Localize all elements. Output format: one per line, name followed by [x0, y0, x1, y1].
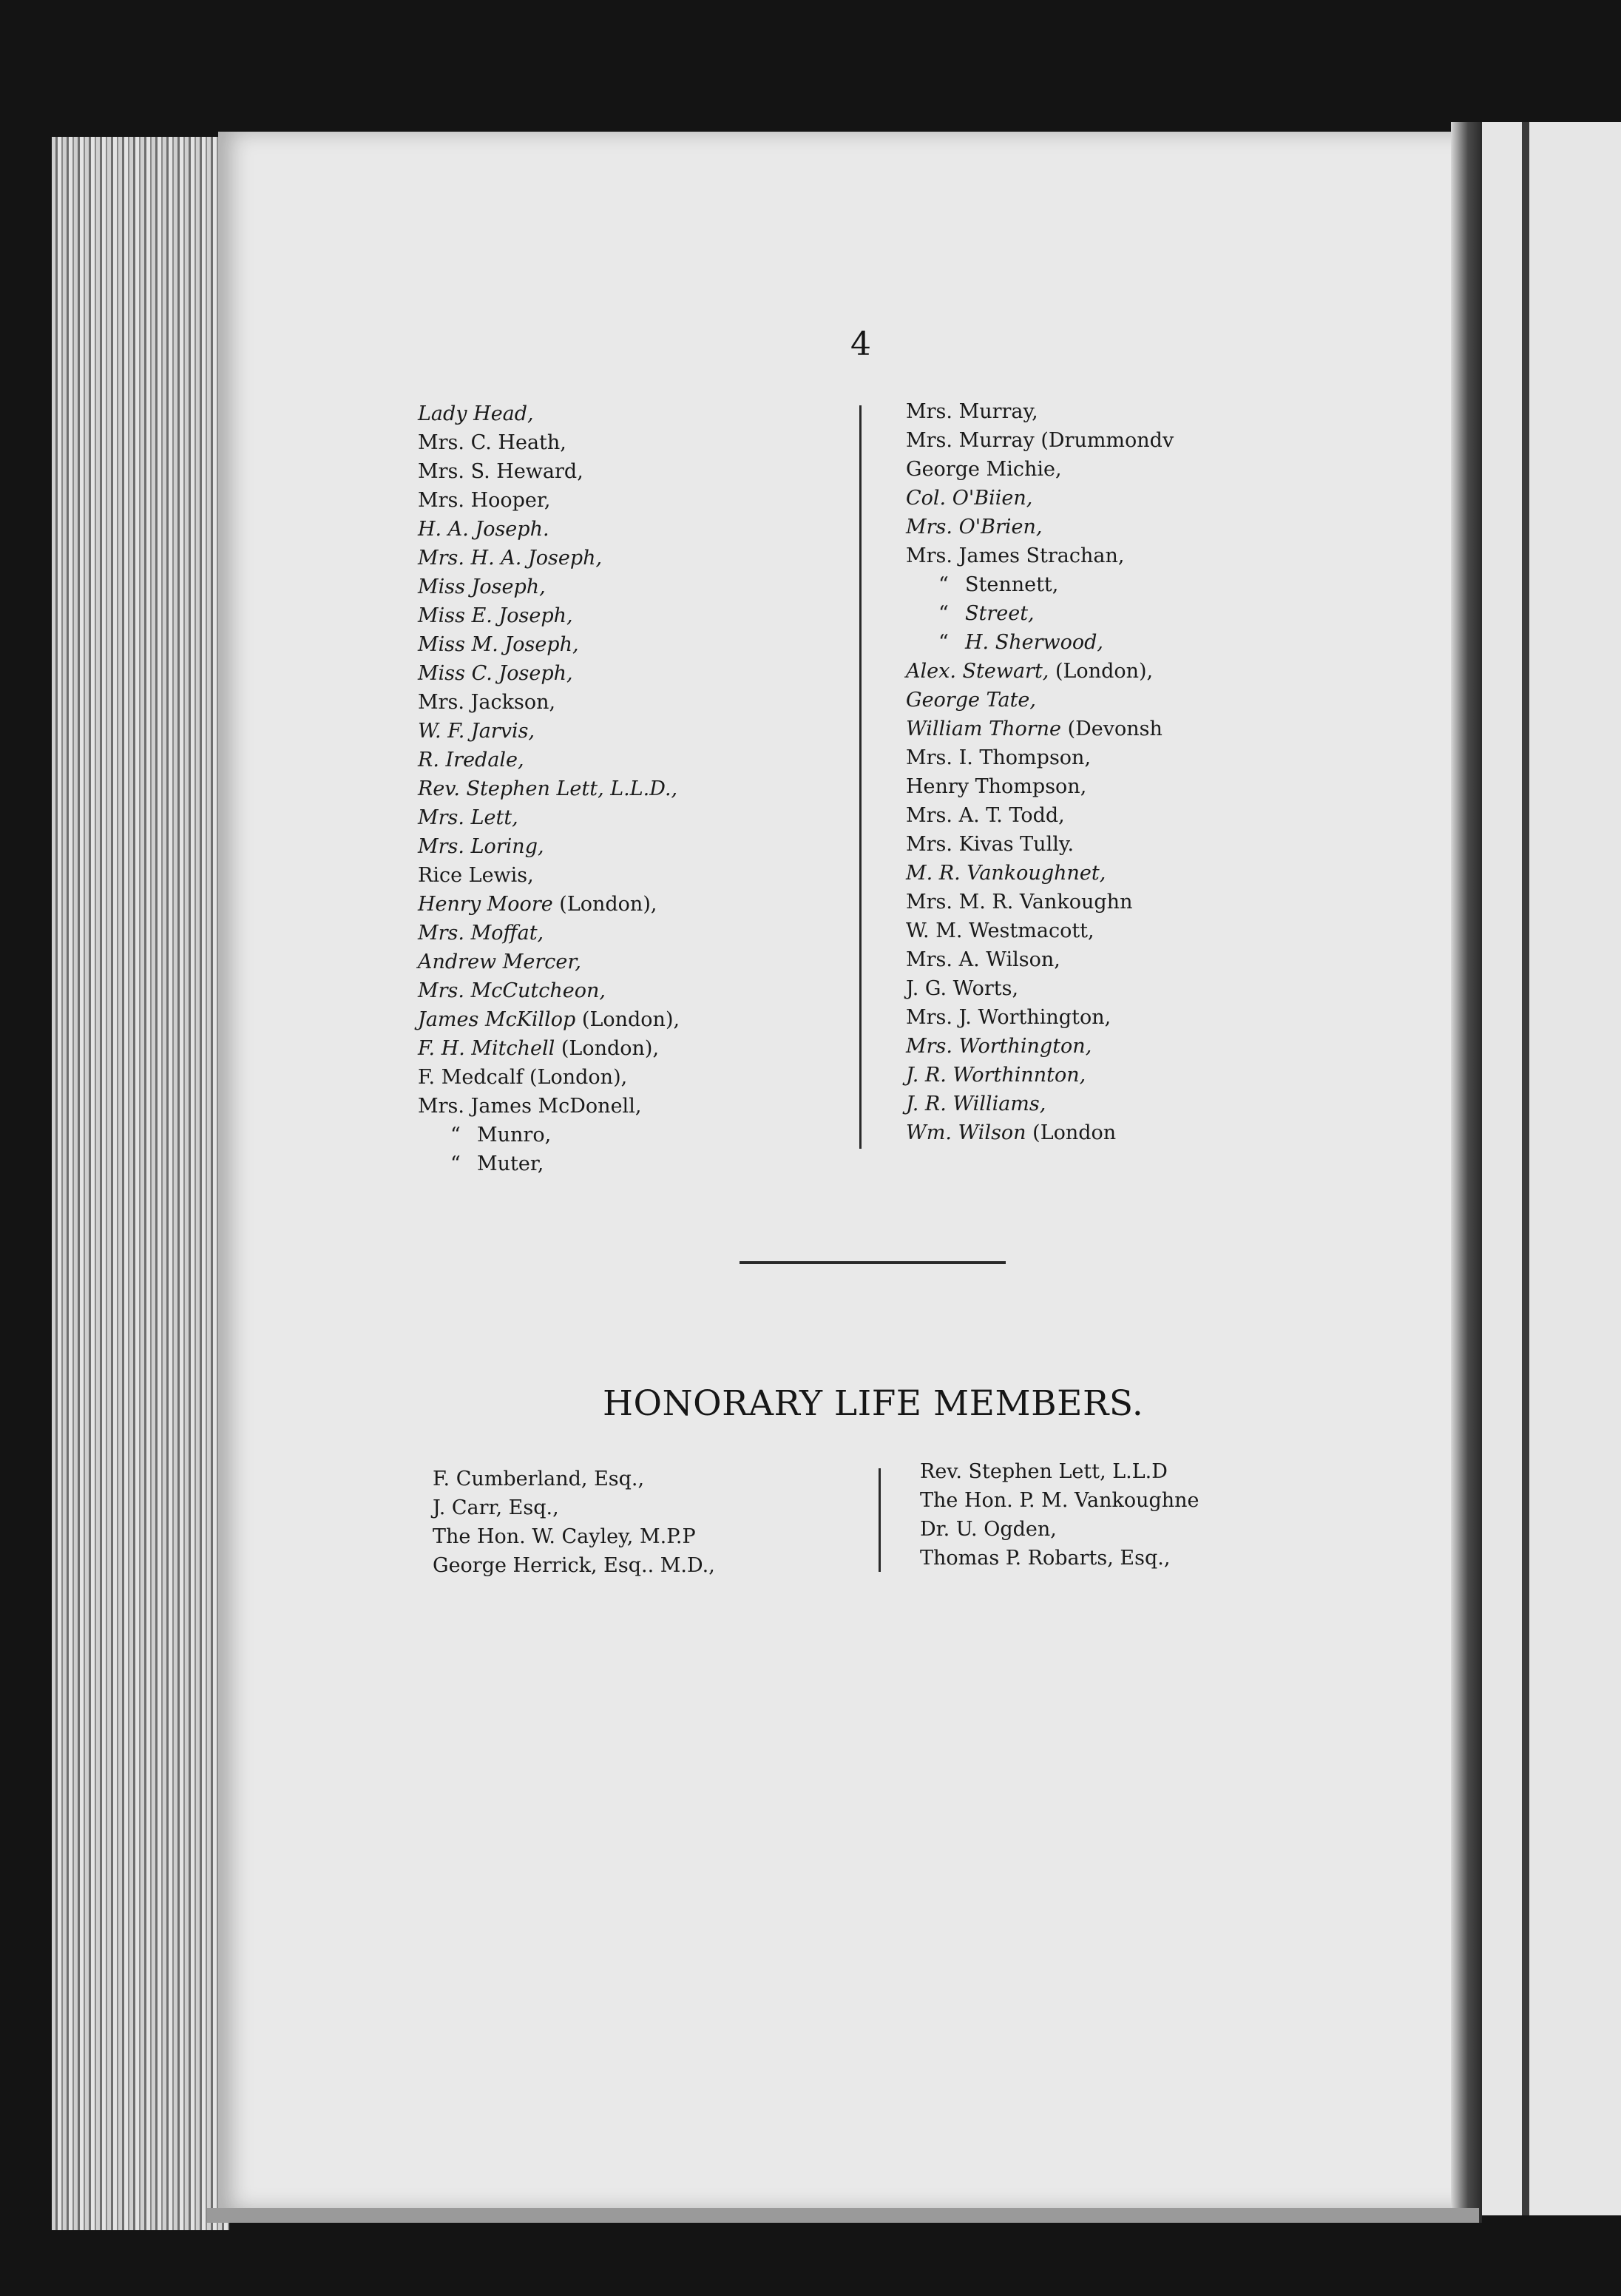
- member-location: (London),: [555, 1037, 660, 1060]
- honorary-member: Dr. U. Ogden,: [920, 1518, 1057, 1541]
- member-entry: [418, 1149, 680, 1178]
- member-entry: Andrew Mercer,: [418, 951, 581, 973]
- member-name: Wm. Wilson: [906, 1121, 1026, 1144]
- member-name: F. H. Mitchell: [418, 1037, 555, 1060]
- member-name: H. Sherwood,: [965, 631, 1103, 654]
- page-bottom-edge: [207, 2208, 1479, 2223]
- honorary-member: Rev. Stephen Lett, L.L.D: [920, 1460, 1168, 1483]
- member-entry: Mrs. Hooper,: [418, 489, 551, 512]
- member-entry: [906, 715, 1174, 743]
- member-entry: Rev. Stephen Lett, L.L.D.,: [418, 777, 678, 800]
- member-entry: [418, 1121, 680, 1149]
- member-name: Henry Moore: [418, 893, 553, 916]
- member-name: Street,: [965, 602, 1035, 625]
- member-entry: F. Medcalf (London),: [418, 1066, 628, 1089]
- column-divider: [859, 405, 862, 1149]
- member-entry: J. G. Worts,: [906, 977, 1019, 1000]
- member-entry: Mrs. Jackson,: [418, 691, 556, 714]
- ditto-mark: “: [938, 602, 949, 625]
- member-entry: Mrs. Worthington,: [906, 1035, 1092, 1058]
- honorary-member: The Hon. W. Cayley, M.P.P: [433, 1525, 696, 1548]
- book-gutter: [1451, 122, 1482, 2223]
- member-name: James McKillop: [418, 1008, 576, 1031]
- member-entry: Henry Thompson,: [906, 775, 1087, 798]
- member-entry: R. Iredale,: [418, 749, 524, 771]
- member-entry: Mrs. H. A. Joseph,: [418, 547, 603, 570]
- member-entry: Mrs. McCutcheon,: [418, 979, 606, 1002]
- member-entry: [906, 570, 1174, 599]
- facing-page-fold: [1522, 122, 1529, 2215]
- member-entry: Mrs. Moffat,: [418, 922, 544, 945]
- member-entry: W. F. Jarvis,: [418, 720, 535, 743]
- ditto-mark: “: [938, 631, 949, 654]
- member-entry: [906, 628, 1174, 657]
- member-entry: Mrs. Lett,: [418, 806, 518, 829]
- member-entry: [906, 1118, 1174, 1147]
- page-number: 4: [850, 325, 871, 363]
- member-entry: M. R. Vankoughnet,: [906, 862, 1106, 885]
- member-entry: Mrs. C. Heath,: [418, 431, 566, 454]
- members-list-right: [906, 397, 1174, 1147]
- member-entry: [418, 1034, 680, 1063]
- honorary-member: Thomas P. Robarts, Esq.,: [920, 1547, 1171, 1570]
- book-page-edges: [52, 137, 229, 2230]
- member-entry: [906, 657, 1174, 686]
- section-rule: [740, 1261, 1006, 1264]
- member-entry: Miss C. Joseph,: [418, 662, 573, 685]
- member-entry: Mrs. S. Heward,: [418, 460, 583, 483]
- honorary-column-divider: [879, 1468, 881, 1572]
- member-entry: Mrs. O'Brien,: [906, 516, 1043, 538]
- member-entry: [906, 599, 1174, 628]
- member-entry: George Tate,: [906, 689, 1036, 712]
- honorary-member: F. Cumberland, Esq.,: [433, 1468, 645, 1490]
- honorary-member: J. Carr, Esq.,: [433, 1496, 559, 1519]
- member-entry: Mrs. Murray,: [906, 400, 1038, 423]
- book-page: [218, 132, 1468, 2210]
- member-location: (London: [1026, 1121, 1117, 1144]
- member-name: Muter,: [477, 1152, 544, 1175]
- member-entry: [418, 890, 680, 919]
- member-entry: Mrs. J. Worthington,: [906, 1006, 1111, 1029]
- member-location: (London),: [1049, 660, 1154, 683]
- member-entry: Miss Joseph,: [418, 575, 546, 598]
- member-entry: H. A. Joseph.: [418, 518, 549, 541]
- member-entry: Mrs. M. R. Vankoughn: [906, 891, 1133, 914]
- member-entry: Mrs. A. T. Todd,: [906, 804, 1065, 827]
- honorary-heading: HONORARY LIFE MEMBERS.: [603, 1383, 1144, 1424]
- honorary-member: George Herrick, Esq.. M.D.,: [433, 1554, 715, 1577]
- member-entry: Mrs. James McDonell,: [418, 1095, 642, 1118]
- facing-page-edge: [1482, 122, 1621, 2215]
- ditto-mark: “: [450, 1152, 461, 1175]
- member-entry: Mrs. Murray (Drummondv: [906, 429, 1174, 452]
- member-entry: Mrs. Loring,: [418, 835, 544, 858]
- member-entry: George Michie,: [906, 458, 1062, 481]
- member-name: Stennett,: [965, 573, 1059, 596]
- honorary-list-left: [433, 1465, 715, 1580]
- honorary-member: The Hon. P. M. Vankoughne: [920, 1489, 1199, 1512]
- member-name: Munro,: [477, 1124, 552, 1147]
- member-entry: Miss M. Joseph,: [418, 633, 579, 656]
- member-entry: Mrs. James Strachan,: [906, 544, 1125, 567]
- ditto-mark: “: [938, 573, 949, 596]
- member-location: (Devonsh: [1061, 718, 1163, 740]
- member-entry: J. R. Worthinnton,: [906, 1064, 1086, 1087]
- members-list-left: [418, 399, 680, 1178]
- member-entry: Mrs. Kivas Tully.: [906, 833, 1075, 856]
- ditto-mark: “: [450, 1124, 461, 1147]
- member-entry: Lady Head,: [418, 402, 534, 425]
- member-location: (London),: [575, 1008, 680, 1031]
- member-name: Alex. Stewart,: [906, 660, 1049, 683]
- member-entry: J. R. Williams,: [906, 1093, 1046, 1115]
- honorary-list-right: [920, 1457, 1199, 1573]
- member-entry: W. M. Westmacott,: [906, 919, 1094, 942]
- member-location: (London),: [552, 893, 657, 916]
- member-entry: Mrs. A. Wilson,: [906, 948, 1060, 971]
- member-entry: Miss E. Joseph,: [418, 604, 573, 627]
- member-name: William Thorne: [906, 718, 1062, 740]
- member-entry: Rice Lewis,: [418, 864, 534, 887]
- member-entry: [418, 1005, 680, 1034]
- member-entry: Col. O'Biien,: [906, 487, 1033, 510]
- member-entry: Mrs. I. Thompson,: [906, 746, 1092, 769]
